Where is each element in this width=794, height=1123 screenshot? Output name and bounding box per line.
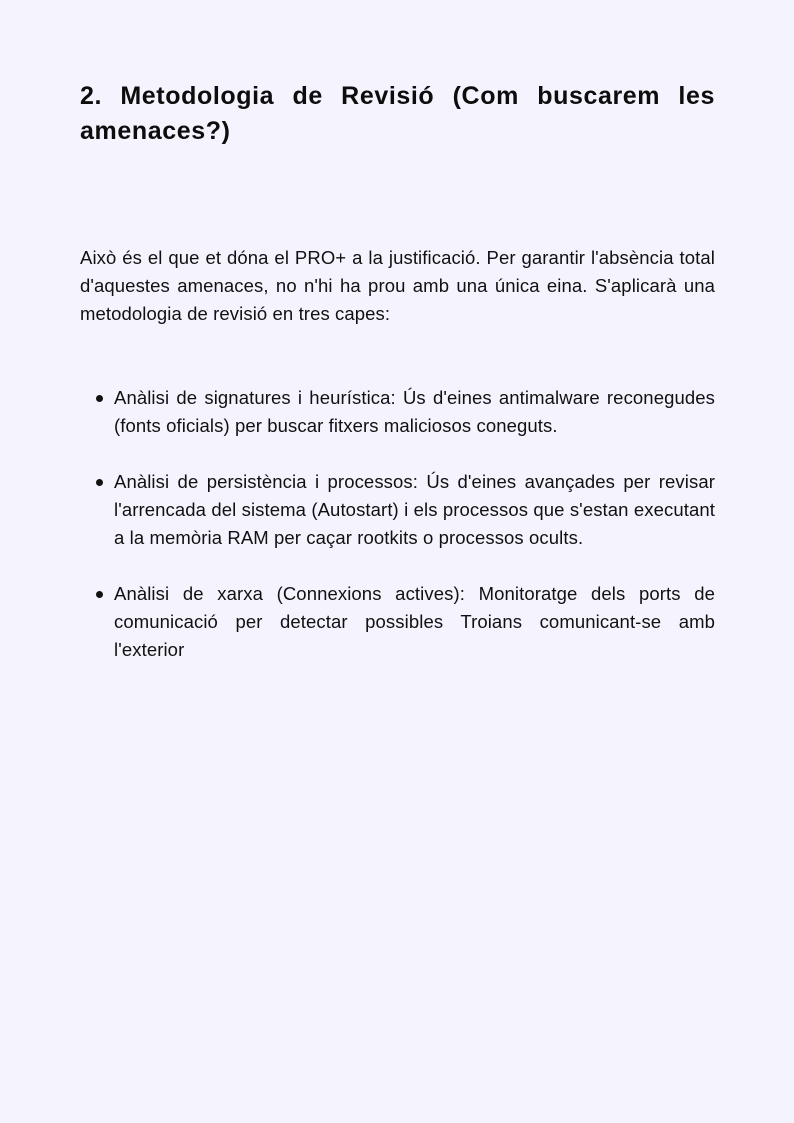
bullet-icon	[96, 395, 103, 402]
list-item	[80, 580, 715, 664]
list-item	[80, 468, 715, 552]
list-item-text: Anàlisi de persistència i processos: Ús d'eines avançades per revisar l'arrencada del sistema (Autostart) i els processos que s'estan executant a la memòria RAM per caçar rootkits o processos ocults.	[114, 471, 715, 548]
bullet-icon	[96, 591, 103, 598]
methodology-list	[80, 384, 715, 692]
list-item-text: Anàlisi de xarxa (Connexions actives): Monitoratge dels ports de comunicació per detectar possibles Troians comunicant-se amb l'exterior	[114, 583, 715, 660]
bullet-icon	[96, 479, 103, 486]
list-item	[80, 384, 715, 440]
section-heading: 2. Metodologia de Revisió (Com buscarem les amenaces?)	[80, 82, 715, 145]
intro-paragraph: Això és el que et dóna el PRO+ a la justificació. Per garantir l'absència total d'aquestes amenaces, no n'hi ha prou amb una única eina. S'aplicarà una metodologia de revisió en tres capes:	[80, 247, 715, 324]
list-item-text: Anàlisi de signatures i heurística: Ús d'eines antimalware reconegudes (fonts oficials) per buscar fitxers maliciosos coneguts.	[114, 387, 715, 436]
